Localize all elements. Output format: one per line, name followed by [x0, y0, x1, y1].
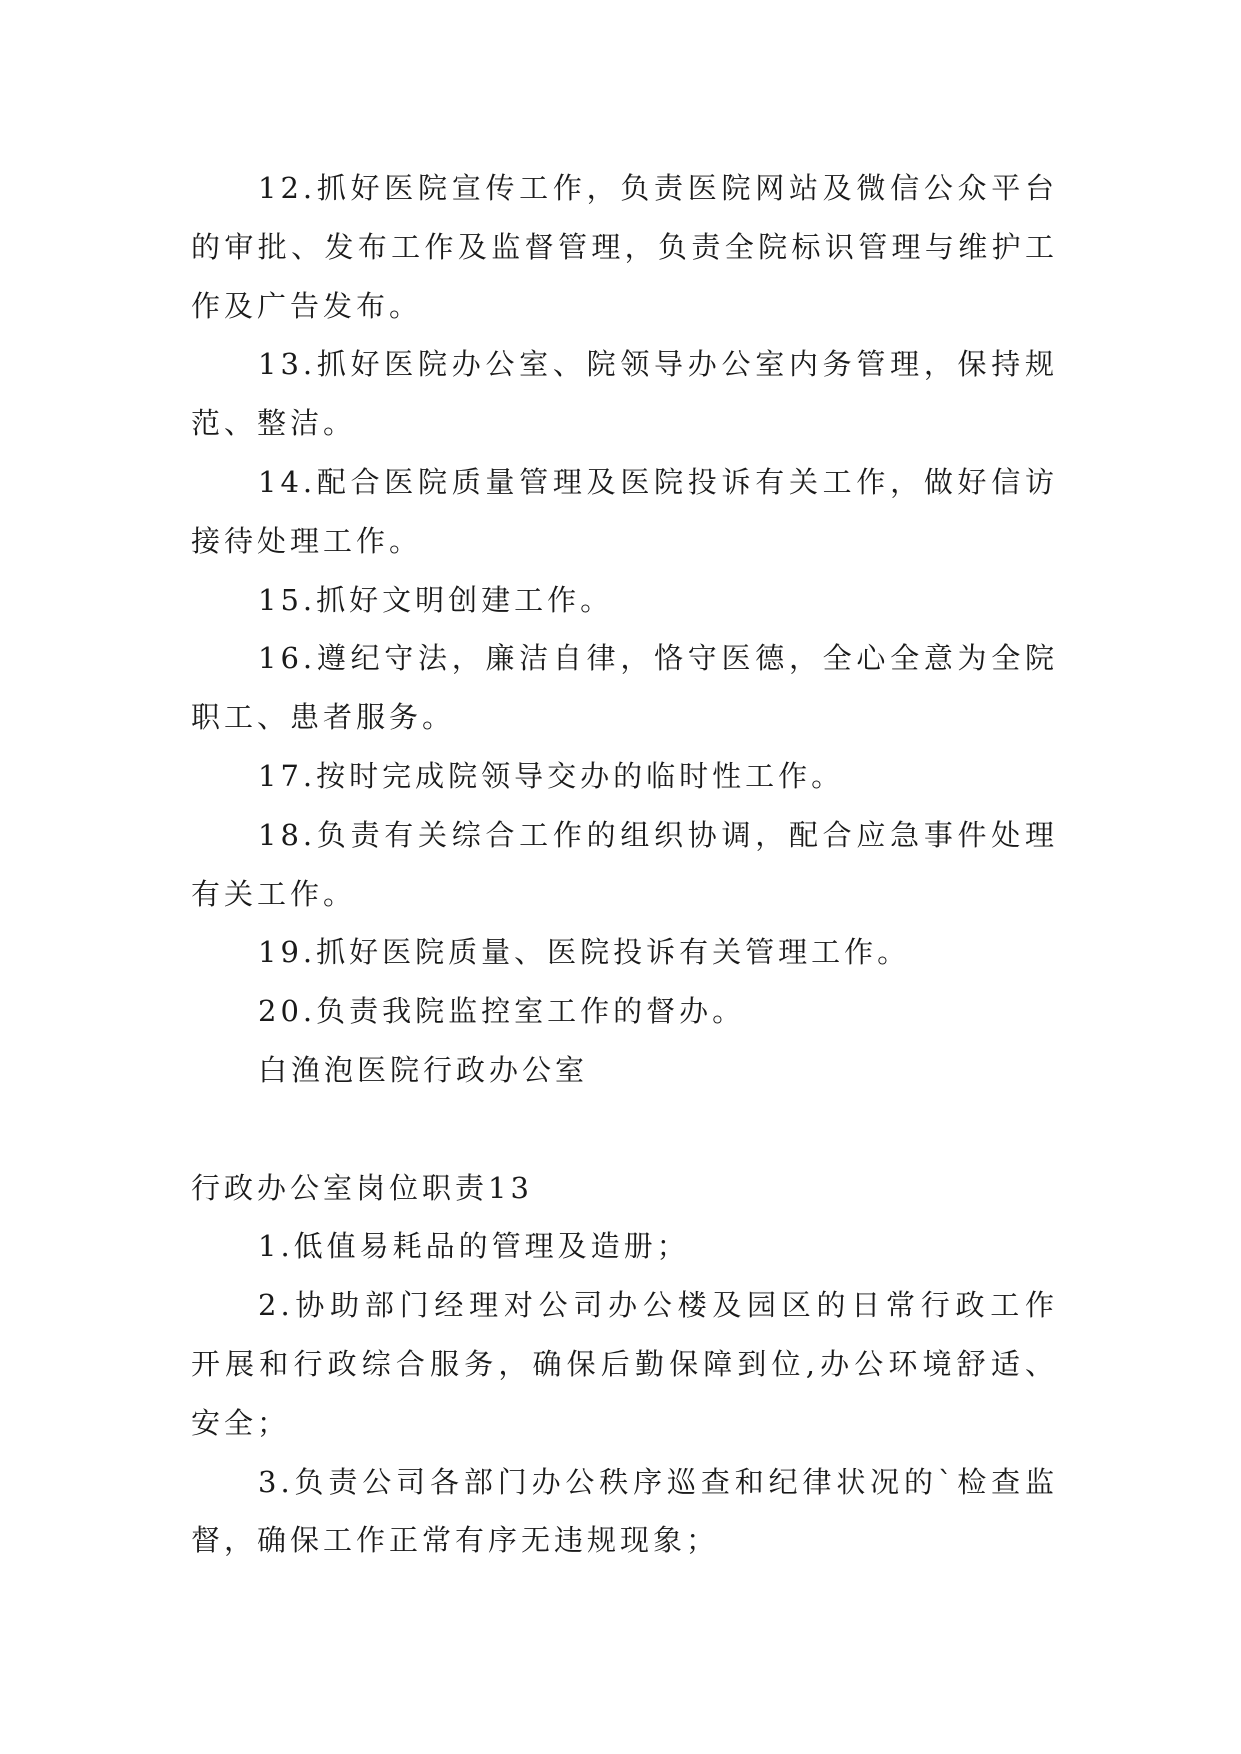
- text-line: 16.遵纪守法，廉洁自律，恪守医德，全心全意为全院: [258, 641, 1058, 676]
- text-line: 开展和行政综合服务，确保后勤保障到位,办公环境舒适、: [191, 1346, 1058, 1381]
- duty-item-16: [191, 629, 1058, 747]
- duty-item-2: [191, 1276, 1058, 1452]
- text-line: 接待处理工作。: [191, 523, 423, 558]
- text-line: 督，确保工作正常有序无违规现象；: [191, 1523, 720, 1558]
- text-line: 安全；: [191, 1405, 291, 1440]
- text-line: 职工、患者服务。: [191, 700, 456, 735]
- hospital-duties-section: [191, 159, 1058, 1100]
- duty-item-19: [191, 923, 1058, 982]
- duty-item-3: [191, 1453, 1058, 1571]
- document-body: [191, 159, 1058, 1570]
- department-signature: 白渔泡医院行政办公室: [258, 1052, 589, 1087]
- section-title: 行政办公室岗位职责13: [191, 1170, 533, 1205]
- text-line: 14.配合医院质量管理及医院投诉有关工作，做好信访: [258, 464, 1058, 499]
- text-line: 作及广告发布。: [191, 288, 423, 323]
- text-line: 12.抓好医院宣传工作，负责医院网站及微信公众平台: [258, 171, 1058, 205]
- duty-item-13: [191, 335, 1058, 453]
- text-line: 3.负责公司各部门办公秩序巡查和纪律状况的`检查监: [258, 1464, 1058, 1499]
- text-line: 19.抓好医院质量、医院投诉有关管理工作。: [258, 935, 911, 970]
- text-line: 范、整洁。: [191, 406, 357, 441]
- text-line: 1.低值易耗品的管理及造册；: [258, 1229, 690, 1264]
- section-spacer: [191, 1100, 1058, 1159]
- text-line: 13.抓好医院办公室、院领导办公室内务管理，保持规: [258, 347, 1058, 382]
- duty-item-1: [191, 1217, 1058, 1276]
- text-line: 15.抓好文明创建工作。: [258, 582, 614, 617]
- duty-item-15: [191, 571, 1058, 630]
- text-line: 2.协助部门经理对公司办公楼及园区的日常行政工作: [258, 1288, 1058, 1323]
- duty-item-14: [191, 453, 1058, 571]
- text-line: 20.负责我院监控室工作的督办。: [258, 994, 746, 1029]
- duty-item-18: [191, 806, 1058, 924]
- text-line: 有关工作。: [191, 876, 357, 911]
- office-duties-section: [191, 1159, 1058, 1571]
- text-line: 的审批、发布工作及监督管理，负责全院标识管理与维护工: [191, 229, 1058, 264]
- duty-item-12: [191, 159, 1058, 335]
- text-line: 18.负责有关综合工作的组织协调，配合应急事件处理: [258, 817, 1058, 852]
- duty-item-20: [191, 982, 1058, 1041]
- text-line: 17.按时完成院领导交办的临时性工作。: [258, 758, 845, 793]
- duty-item-17: [191, 747, 1058, 806]
